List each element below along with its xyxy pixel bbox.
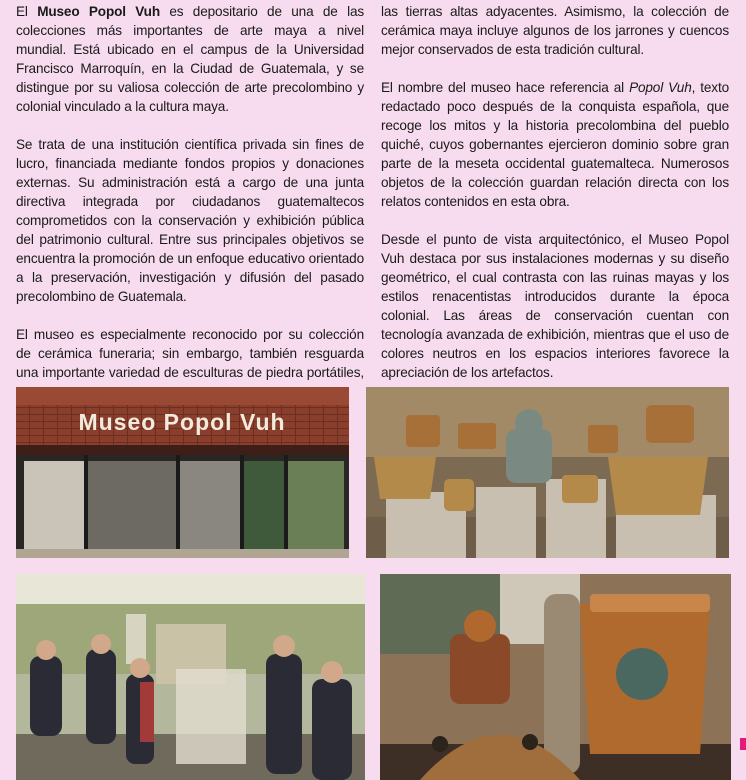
paragraph-name-origin: El nombre del museo hace referencia al Popol Vuh, texto redactado poco después de la conquista española, que recoge los mitos y la historia precolombina del pueblo quiché, cuyos gobernantes ejercieron dominio sobre gran parte de la meseta occidental guatemalteca. Numerosos objetos de la colección guardan relación directa con los relatos contenidos en esta obra. <box>381 80 729 209</box>
facade-illustration <box>16 387 349 558</box>
museum-name-bold: Museo Popol Vuh <box>37 4 160 19</box>
visitors-gallery-photo <box>16 574 365 780</box>
page-edge-marker <box>740 738 746 750</box>
visitors-illustration <box>16 574 365 780</box>
text-column-left <box>16 2 364 382</box>
paragraph-architecture: Desde el punto de vista arquitectónico, el Museo Popol Vuh destaca por sus instalaciones modernas y su diseño geométrico, el cual contrasta con las ruinas mayas y los estilos renacentistas introducidos durante la época colonial. Las áreas de conservación cuentan con tecnología avanzada de exhibición, mientras que el uso de colores neutros en los espacios interiores favorece la apreciación de los artefactos. <box>381 232 729 380</box>
facade-sign-text: Museo Popol Vuh <box>78 409 286 435</box>
paragraph-collection-cont <box>381 2 729 59</box>
urns-closeup-photo <box>380 574 731 780</box>
urns-illustration <box>380 574 731 780</box>
ceramics-illustration <box>366 387 729 558</box>
collection-continuation-text: las tierras altas adyacentes. Asimismo, la colección de cerámica maya incluye algunos de los jarrones y cuencos mejor conservados de esta tradición cultural. <box>381 4 729 57</box>
paragraph-collection: El museo es especialmente reconocido por su colección de cerámica funeraria; sin embargo, también resguarda una importante variedad de esculturas de piedra portátiles, <box>16 327 364 380</box>
museum-facade-photo <box>16 387 349 558</box>
text-column-right <box>381 2 729 401</box>
paragraph-intro: El Museo Popol Vuh es depositario de una de las colecciones más importantes de arte maya a nivel mundial. Está ubicado en el campus de la Universidad Francisco Marroquín, en la Ciudad de Guatemala, y se distingue por su valiosa colección de arte precolombino y colonial vinculado a la cultura maya. <box>16 4 365 114</box>
paragraph-institution: Se trata de una institución científica privada sin fines de lucro, financiada mediante fondos propios y donaciones externas. Su administración está a cargo de una junta directiva integrada por ciudadanos guatemaltecos comprometidos con la conservación y exhibición pública del patrimonio cultural. Entre sus principales objetivos se encuentra la promoción de un enfoque educativo orientado a la preservación, investigación y difusión del pasado precolombino de Guatemala. <box>16 137 364 304</box>
popol-vuh-italic: Popol Vuh <box>629 80 692 95</box>
ceramics-exhibit-photo <box>366 387 729 558</box>
